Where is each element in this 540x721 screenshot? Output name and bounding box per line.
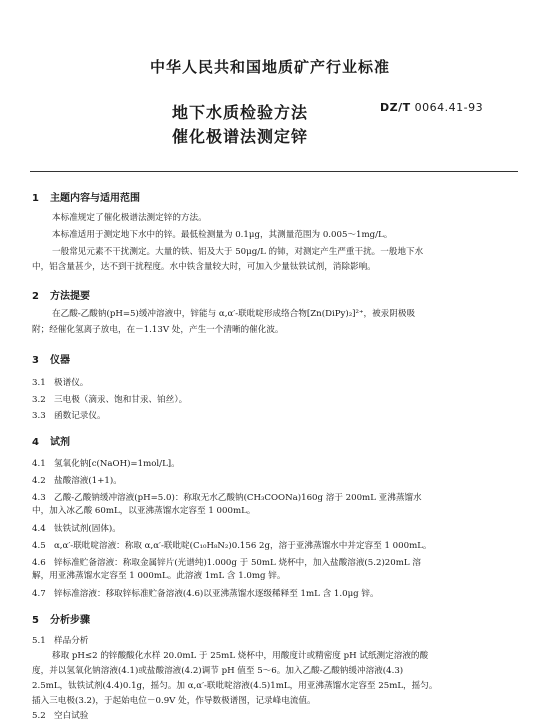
section-5-heading — [32, 611, 90, 626]
item-number: 4.1 — [32, 459, 46, 469]
list-item — [32, 556, 421, 568]
item-number: 4.5 — [32, 541, 46, 551]
section-3-heading — [32, 351, 70, 366]
item-text: 盐酸溶液(1+1)。 — [54, 476, 122, 486]
standard-code-prefix: DZ/T — [380, 101, 411, 114]
item-text: 函数记录仪。 — [54, 411, 106, 421]
item-continuation: 解，用亚沸蒸馏水定容至 1 000mL。此溶液 1mL 含 1.0mg 锌。 — [32, 571, 286, 581]
section-number: 5 — [32, 615, 39, 626]
subsection-heading — [32, 634, 88, 646]
item-text: 三电极（滴汞、饱和甘汞、铂丝）。 — [54, 395, 188, 405]
section-number: 4 — [32, 437, 39, 448]
paragraph: 在乙酸-乙酸钠(pH=5)缓冲溶液中，锌能与 α,α′-联吡啶形成络合物[Zn(DiPy)₂]²⁺，被汞阴极吸 — [52, 309, 416, 319]
document-title-line1: 地下水质检验方法 — [171, 103, 308, 122]
section-4-heading — [32, 433, 70, 448]
item-number: 5.1 — [32, 636, 46, 646]
item-text: 极谱仪。 — [54, 378, 89, 388]
paragraph-continuation: 度，并以氢氧化钠溶液(4.1)或盐酸溶液(4.2)调节 pH 值至 5～6。加入乙酸-乙酸钠缓冲溶液(4.3) — [32, 666, 404, 676]
paragraph: 本标准规定了催化极谱法测定锌的方法。 — [52, 213, 207, 223]
item-number: 5.2 — [32, 711, 46, 721]
item-number: 3.3 — [32, 411, 46, 421]
document-title-line2: 催化极谱法测定锌 — [171, 127, 308, 146]
section-title: 试剂 — [50, 437, 70, 448]
standard-code — [380, 101, 483, 114]
item-number: 4.2 — [32, 476, 46, 486]
list-item — [32, 474, 122, 486]
item-text: 样品分析 — [54, 636, 89, 646]
item-text: 空白试验 — [54, 711, 89, 721]
list-item — [32, 522, 121, 534]
paragraph: 移取 pH≤2 的锌酸酸化水样 20.0mL 于 25mL 烧杯中，用酸度计或精密度 pH 试纸测定溶液的酸 — [52, 651, 429, 661]
item-text: 氢氧化钠[c(NaOH)=1mol/L]。 — [54, 459, 180, 469]
list-item — [32, 409, 106, 421]
item-text: α,α′-联吡啶溶液：称取 α,α′-联吡啶(C₁₀H₈N₂)0.156 2g，溶于亚沸蒸馏水中并定容至 1 000mL。 — [54, 541, 432, 551]
item-text: 钛铁试剂(固体)。 — [54, 524, 121, 534]
paragraph-continuation: 附；经催化氢离子放电，在－1.13V 处，产生一个清晰的催化波。 — [32, 325, 284, 335]
item-number: 4.7 — [32, 589, 46, 599]
subsection-heading — [32, 709, 88, 721]
section-title: 方法提要 — [50, 291, 90, 302]
issuing-organization: 中华人民共和国地质矿产行业标准 — [149, 58, 390, 76]
item-number: 3.2 — [32, 395, 46, 405]
list-item — [32, 393, 187, 405]
item-number: 3.1 — [32, 378, 46, 388]
paragraph: 本标准适用于测定地下水中的锌。最低检测量为 0.1μg，其测量范围为 0.005～1mg/L。 — [52, 230, 393, 240]
paragraph: 一般常见元素不干扰测定。大量的铁、铝及大于 50μg/L 的铈，对测定产生严重干扰。一般地下水 — [52, 247, 424, 257]
item-continuation: 中，加入冰乙酸 60mL，以亚沸蒸馏水定容至 1 000mL。 — [32, 506, 256, 516]
section-2-heading — [32, 287, 90, 302]
header-divider — [30, 171, 518, 172]
item-text: 锌标准贮备溶液：称取金属锌片(光谱纯)1.000g 于 50mL 烧杯中，加入盐酸溶液(5.2)20mL 溶 — [54, 558, 421, 568]
paragraph-continuation: 中，铝含量甚少，达不到干扰程度。水中铁含量较大时，可加入少量钛铁试剂，消除影响。 — [32, 262, 376, 272]
item-number: 4.3 — [32, 493, 46, 503]
item-text: 乙酸-乙酸钠缓冲溶液(pH=5.0)：称取无水乙酸钠(CH₃COONa)160g 溶于 200mL 亚沸蒸馏水 — [54, 493, 422, 503]
standard-code-number: 0064.41-93 — [414, 101, 484, 114]
section-number: 1 — [32, 193, 39, 204]
list-item — [32, 491, 422, 503]
list-item — [32, 457, 180, 469]
section-title: 主题内容与适用范围 — [50, 193, 140, 204]
section-number: 2 — [32, 291, 39, 302]
list-item — [32, 539, 432, 551]
section-1-heading — [32, 189, 140, 204]
list-item — [32, 376, 88, 388]
paragraph-continuation: 插入三电极(3.2)，于起始电位－0.9V 处，作导数极谱图，记录峰电流值。 — [32, 696, 316, 706]
section-title: 仪器 — [50, 355, 70, 366]
section-title: 分析步骤 — [50, 615, 90, 626]
section-number: 3 — [32, 355, 39, 366]
item-number: 4.4 — [32, 524, 46, 534]
item-number: 4.6 — [32, 558, 46, 568]
list-item — [32, 587, 379, 599]
item-text: 锌标准溶液：移取锌标准贮备溶液(4.6)以亚沸蒸馏水逐级稀释至 1mL 含 1.0μg 锌。 — [54, 589, 379, 599]
paragraph-continuation: 2.5mL，钛铁试剂(4.4)0.1g，摇匀。加 α,α′-联吡啶溶液(4.5)1mL，用亚沸蒸馏水定容至 25mL，摇匀。 — [32, 681, 438, 691]
